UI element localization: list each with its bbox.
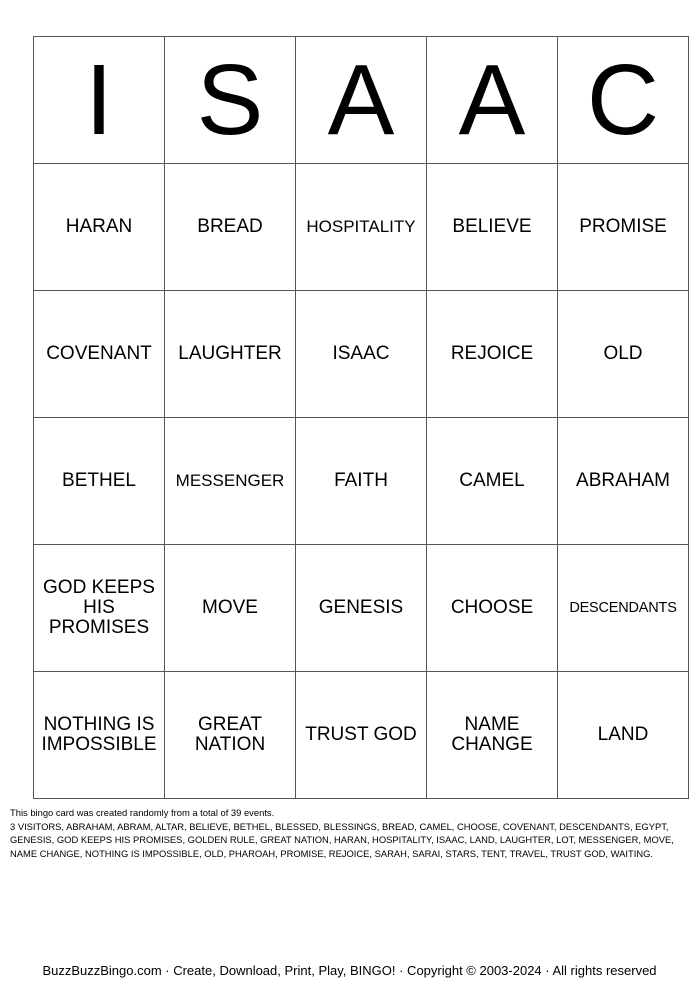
bingo-cell: BREAD (165, 164, 296, 291)
events-list: 3 VISITORS, ABRAHAM, ABRAM, ALTAR, BELIEVE, BETHEL, BLESSED, BLESSINGS, BREAD, CAMEL, CHOOSE, COVENANT, DESCENDANTS, EGYPT, GENESIS, GOD KEEPS HIS PROMISES, GOLDEN RULE, GREAT NATION, HARAN, HOSPITALITY, ISAAC, LAND, LAUGHTER, LOT, MESSENGER, MOVE, NAME CHANGE, NOTHING IS IMPOSSIBLE, OLD, PHAROAH, PROMISE, REJOICE, SARAH, SARAI, STARS, TENT, TRAVEL, TRUST GOD, WAITING. (10, 820, 674, 859)
created-note: This bingo card was created randomly from a total of 39 events. (10, 807, 275, 818)
bingo-cell: FAITH (296, 418, 427, 545)
bingo-cell: MESSENGER (165, 418, 296, 545)
bingo-card (33, 36, 689, 799)
bingo-cell: GENESIS (296, 545, 427, 672)
header-letter: S (165, 37, 296, 164)
bingo-cell: LAUGHTER (165, 291, 296, 418)
bingo-cell: CAMEL (427, 418, 558, 545)
header-letter: C (558, 37, 689, 164)
bingo-cell: NOTHING IS IMPOSSIBLE (34, 672, 165, 799)
bingo-cell: BETHEL (34, 418, 165, 545)
bingo-cell: GREAT NATION (165, 672, 296, 799)
bingo-cell: LAND (558, 672, 689, 799)
bingo-cell: GOD KEEPS HIS PROMISES (34, 545, 165, 672)
bingo-cell: PROMISE (558, 164, 689, 291)
bingo-row (34, 545, 689, 672)
footer-copyright: BuzzBuzzBingo.com · Create, Download, Print, Play, BINGO! · Copyright © 2003-2024 · All rights reserved (42, 963, 657, 978)
bingo-cell: ISAAC (296, 291, 427, 418)
bingo-cell: COVENANT (34, 291, 165, 418)
bingo-cell: TRUST GOD (296, 672, 427, 799)
bingo-cell: OLD (558, 291, 689, 418)
header-letter: A (296, 37, 427, 164)
card-info (10, 806, 690, 860)
header-letter: A (427, 37, 558, 164)
bingo-row (34, 418, 689, 545)
header-letter: I (34, 37, 165, 164)
bingo-cell: HOSPITALITY (296, 164, 427, 291)
bingo-cell: BELIEVE (427, 164, 558, 291)
bingo-row (34, 164, 689, 291)
bingo-cell: HARAN (34, 164, 165, 291)
bingo-cell: NAME CHANGE (427, 672, 558, 799)
bingo-row (34, 291, 689, 418)
bingo-cell: REJOICE (427, 291, 558, 418)
bingo-cell: MOVE (165, 545, 296, 672)
bingo-row (34, 672, 689, 799)
header-row (34, 37, 689, 164)
bingo-cell: DESCENDANTS (558, 545, 689, 672)
bingo-cell: ABRAHAM (558, 418, 689, 545)
bingo-cell: CHOOSE (427, 545, 558, 672)
